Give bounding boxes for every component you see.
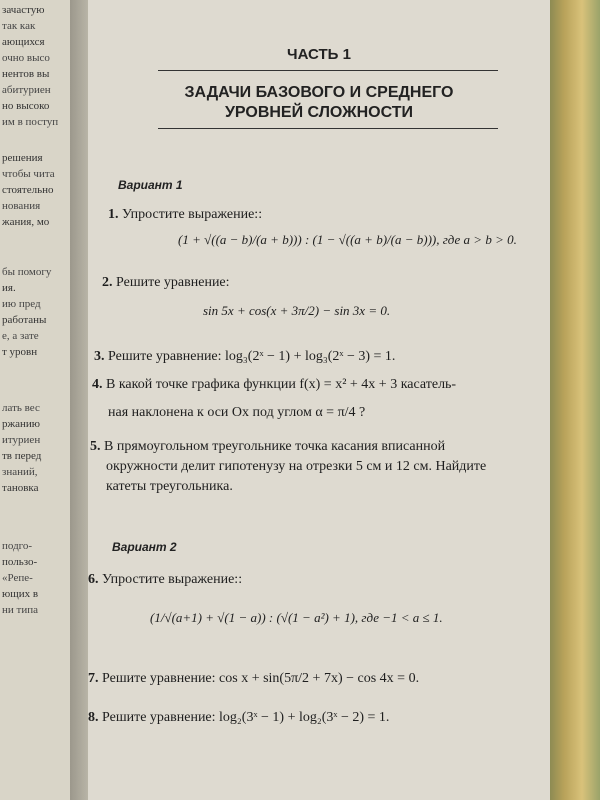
left-page-fragment: очно высо	[2, 52, 50, 64]
left-page-fragment: т уровн	[2, 346, 38, 358]
task-number: 8.	[88, 710, 99, 725]
task-number: 1.	[108, 207, 119, 222]
task-3	[94, 347, 395, 367]
task-text: Решите уравнение: cos x + sin(5π/2 + 7x) − cos 4x = 0.	[102, 671, 420, 686]
task-1-formula: (1 + √((a − b)/(a + b))) : (1 − √((a + b)/(a − b))), где a > b > 0.	[178, 232, 517, 247]
task-6-formula: (1/√(a+1) + √(1 − a)) : (√(1 − a²) + 1), где −1 < a ≤ 1.	[150, 610, 443, 625]
variant-1-heading: Вариант 1	[118, 178, 183, 192]
left-page-fragment: нования	[2, 200, 41, 212]
task-2-formula: sin 5x + cos(x + 3π/2) − sin 3x = 0.	[203, 303, 391, 318]
left-page-fragment: итуриен	[2, 434, 41, 446]
left-page	[0, 0, 78, 800]
left-page-fragment: так как	[2, 20, 36, 32]
task-text: В какой точке графика функции f(x) = x² + 4x + 3 касатель-	[106, 377, 457, 392]
task-4-line-1	[92, 375, 456, 395]
left-page-fragment: ни типа	[2, 604, 38, 616]
task-text: Упростите выражение::	[122, 207, 263, 222]
task-5-line-1	[90, 437, 445, 457]
variant-2-heading: Вариант 2	[112, 540, 177, 554]
left-page-fragment: стоятельно	[2, 184, 54, 196]
left-page-fragment: но высоко	[2, 100, 50, 112]
left-page-fragment: абитуриен	[2, 84, 51, 96]
title-rule-top	[158, 70, 498, 71]
task-text: Решите уравнение: log₂(3ˣ − 1) + log₂(3ˣ − 2) = 1.	[102, 710, 390, 725]
left-page-fragment: чтобы чита	[2, 168, 55, 180]
title-rule-bottom	[158, 128, 498, 129]
task-5-line-2: окружности делит гипотенузу на отрезки 5 см и 12 см. Найдите	[106, 459, 487, 474]
section-title-line-2: УРОВНЕЙ СЛОЖНОСТИ	[224, 104, 414, 121]
task-text: Решите уравнение:	[116, 275, 230, 290]
task-number: 6.	[88, 572, 99, 587]
task-number: 3.	[94, 349, 105, 364]
left-page-fragment: тв перед	[2, 450, 42, 462]
left-page-fragment: зачастую	[2, 4, 45, 16]
left-page-fragment: тановка	[2, 482, 39, 494]
task-text: Упростите выражение::	[102, 572, 243, 587]
left-page-fragment: ию пред	[2, 298, 41, 310]
left-page-fragment: ющих в	[2, 588, 39, 600]
left-page-fragment: «Репе-	[2, 572, 33, 584]
task-number: 7.	[88, 671, 99, 686]
task-6	[88, 570, 242, 590]
left-page-fragment: им в поступ	[2, 116, 59, 128]
left-page-fragment: ающихся	[2, 36, 45, 48]
task-2	[102, 273, 230, 293]
right-page	[88, 0, 550, 800]
section-title-line-1: ЗАДАЧИ БАЗОВОГО И СРЕДНЕГО	[184, 84, 454, 101]
task-8	[88, 708, 389, 728]
task-4-line-2: ная наклонена к оси Ox под углом α = π/4 ?	[108, 405, 366, 420]
task-1	[108, 205, 262, 225]
left-page-fragment: ржанию	[2, 418, 40, 430]
task-text: В прямоугольном треугольнике точка касания вписанной	[104, 439, 446, 454]
left-page-fragment: работаны	[2, 314, 47, 326]
task-7	[88, 669, 419, 689]
left-page-fragment: лать вес	[2, 402, 40, 414]
task-5-line-3: катеты треугольника.	[106, 479, 233, 494]
left-page-fragment: решения	[2, 152, 43, 164]
left-page-fragment: жания, мо	[2, 216, 50, 228]
left-page-fragment: знаний,	[2, 466, 38, 478]
left-page-fragment: подго-	[2, 540, 33, 552]
task-number: 4.	[92, 377, 103, 392]
task-number: 2.	[102, 275, 113, 290]
left-page-fragment: нентов вы	[2, 68, 50, 80]
part-label: ЧАСТЬ 1	[287, 46, 351, 63]
left-page-fragment: ия.	[2, 282, 16, 294]
task-text: Решите уравнение: log₃(2ˣ − 1) + log₃(2ˣ − 3) = 1.	[108, 349, 396, 364]
task-number: 5.	[90, 439, 101, 454]
left-page-fragment: пользо-	[2, 556, 38, 568]
left-page-fragment: бы помогу	[2, 266, 52, 278]
left-page-fragment: е, а зате	[2, 330, 39, 342]
